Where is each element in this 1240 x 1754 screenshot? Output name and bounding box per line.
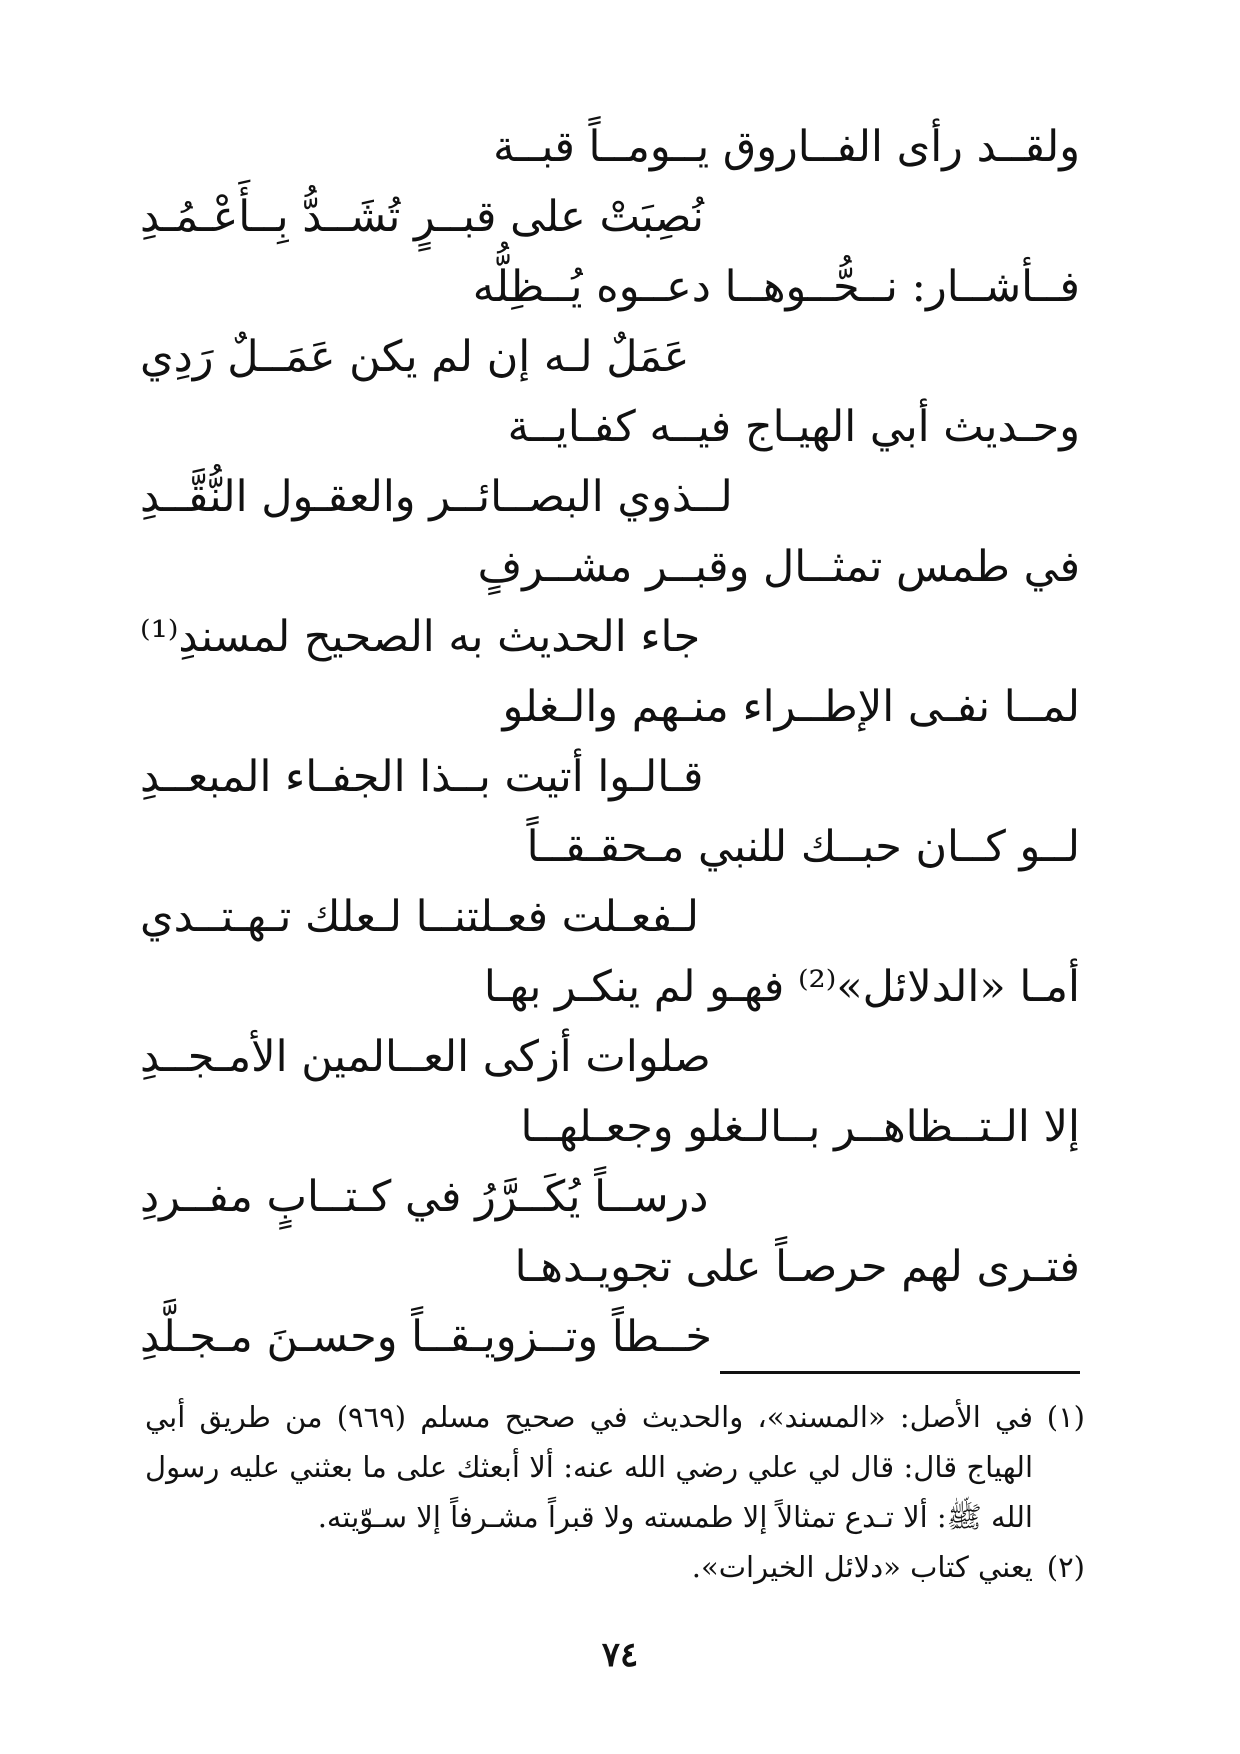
verse-line-14-text: صلوات أزكى العــالمين الأمـجــدِ (140, 1032, 711, 1082)
footnote-1 (145, 1392, 1085, 1542)
verse-line-13: أمـا «الدلائل»⁽²⁾ فهـو لم ينكـر بهـا (483, 962, 1080, 1012)
verse-line-12-text: لـفعـلت فعـلتنــا لـعلك تـهـتــدي (140, 892, 699, 942)
verse-line-17: فتـرى لهم حرصـاً على تجويـدهـا (514, 1242, 1080, 1292)
verse-line-2-text: نُصِبَتْ على قبــرٍ تُشَــدُّ بِــأَعْـمُـدِ (140, 192, 704, 242)
verse-line-16 (140, 1162, 1080, 1232)
verse-line-3: فــأشــار: نــحُّــوهــا دعــوه يُــظِلُّه (472, 262, 1080, 312)
verse-line-12 (140, 882, 1080, 952)
verse-line-4-text: عَمَلٌ لـه إن لم يكن عَمَــلٌ رَدِي (140, 332, 690, 382)
verse-line-15: إلا الـتــظاهــر بــالـغلو وجعـلهــا (520, 1102, 1080, 1152)
verse-line-4 (140, 322, 1080, 392)
verse-line-14 (140, 1022, 1080, 1092)
verse-line-2 (140, 182, 1080, 252)
poem-verses (140, 112, 1080, 1372)
verse-line-8 (140, 602, 1080, 672)
page-number: ٧٤ (601, 1635, 639, 1675)
footnote-1-number: (١) (1046, 1400, 1085, 1434)
verse-line-18 (140, 1302, 1080, 1372)
verse-line-18-text: خــطاً وتــزويـقــاً وحسـنَ مـجـلَّدِ (140, 1312, 713, 1362)
verse-line-6-text: لــذوي البصــائــر والعقـول النُّقَّــدِ (140, 472, 733, 522)
verse-line-8-text: جاء الحديث به الصحيح لمسندِ⁽¹⁾ (140, 612, 701, 662)
footnote-2-number: (٢) (1046, 1550, 1085, 1584)
verse-line-7: في طمس تمثــال وقبــر مشــرفٍ (477, 542, 1080, 592)
footnote-1-text: في الأصل: «المسند»، والحديث في صحيح مسلم (٩٦٩) من طريق أبي الهياج قال: قال لي علي رضي الله عنه: ألا أبعثك على ما بعثني عليه رسول الله ﷺ: ألا تـدع تمثالاً إلا طمسته ولا قبراً مشـرفاً إلا سـوّيته. (145, 1400, 1033, 1534)
verse-line-9: لمــا نفـى الإطــراء منـهم والـغلو (502, 682, 1080, 732)
verse-line-6 (140, 462, 1080, 532)
verse-line-16-text: درســاً يُكَــرَّرُ في كـتــابٍ مفــردِ (140, 1172, 709, 1222)
verse-line-10-text: قـالـوا أتيت بــذا الجفـاء المبعــدِ (140, 752, 704, 802)
footnote-2-text: يعني كتاب «دلائل الخيرات». (691, 1550, 1033, 1584)
footnote-separator (720, 1371, 1080, 1374)
verse-line-11: لــو كــان حبــك للنبي مـحقـقــاً (526, 822, 1080, 872)
footnotes (145, 1392, 1085, 1592)
verse-line-5: وحـديث أبي الهيـاج فيــه كفـايــة (507, 402, 1080, 452)
verse-line-10 (140, 742, 1080, 812)
footnote-2 (145, 1542, 1085, 1592)
verse-line-1: ولقــد رأى الفــاروق يــومــاً قبــة (493, 122, 1080, 172)
